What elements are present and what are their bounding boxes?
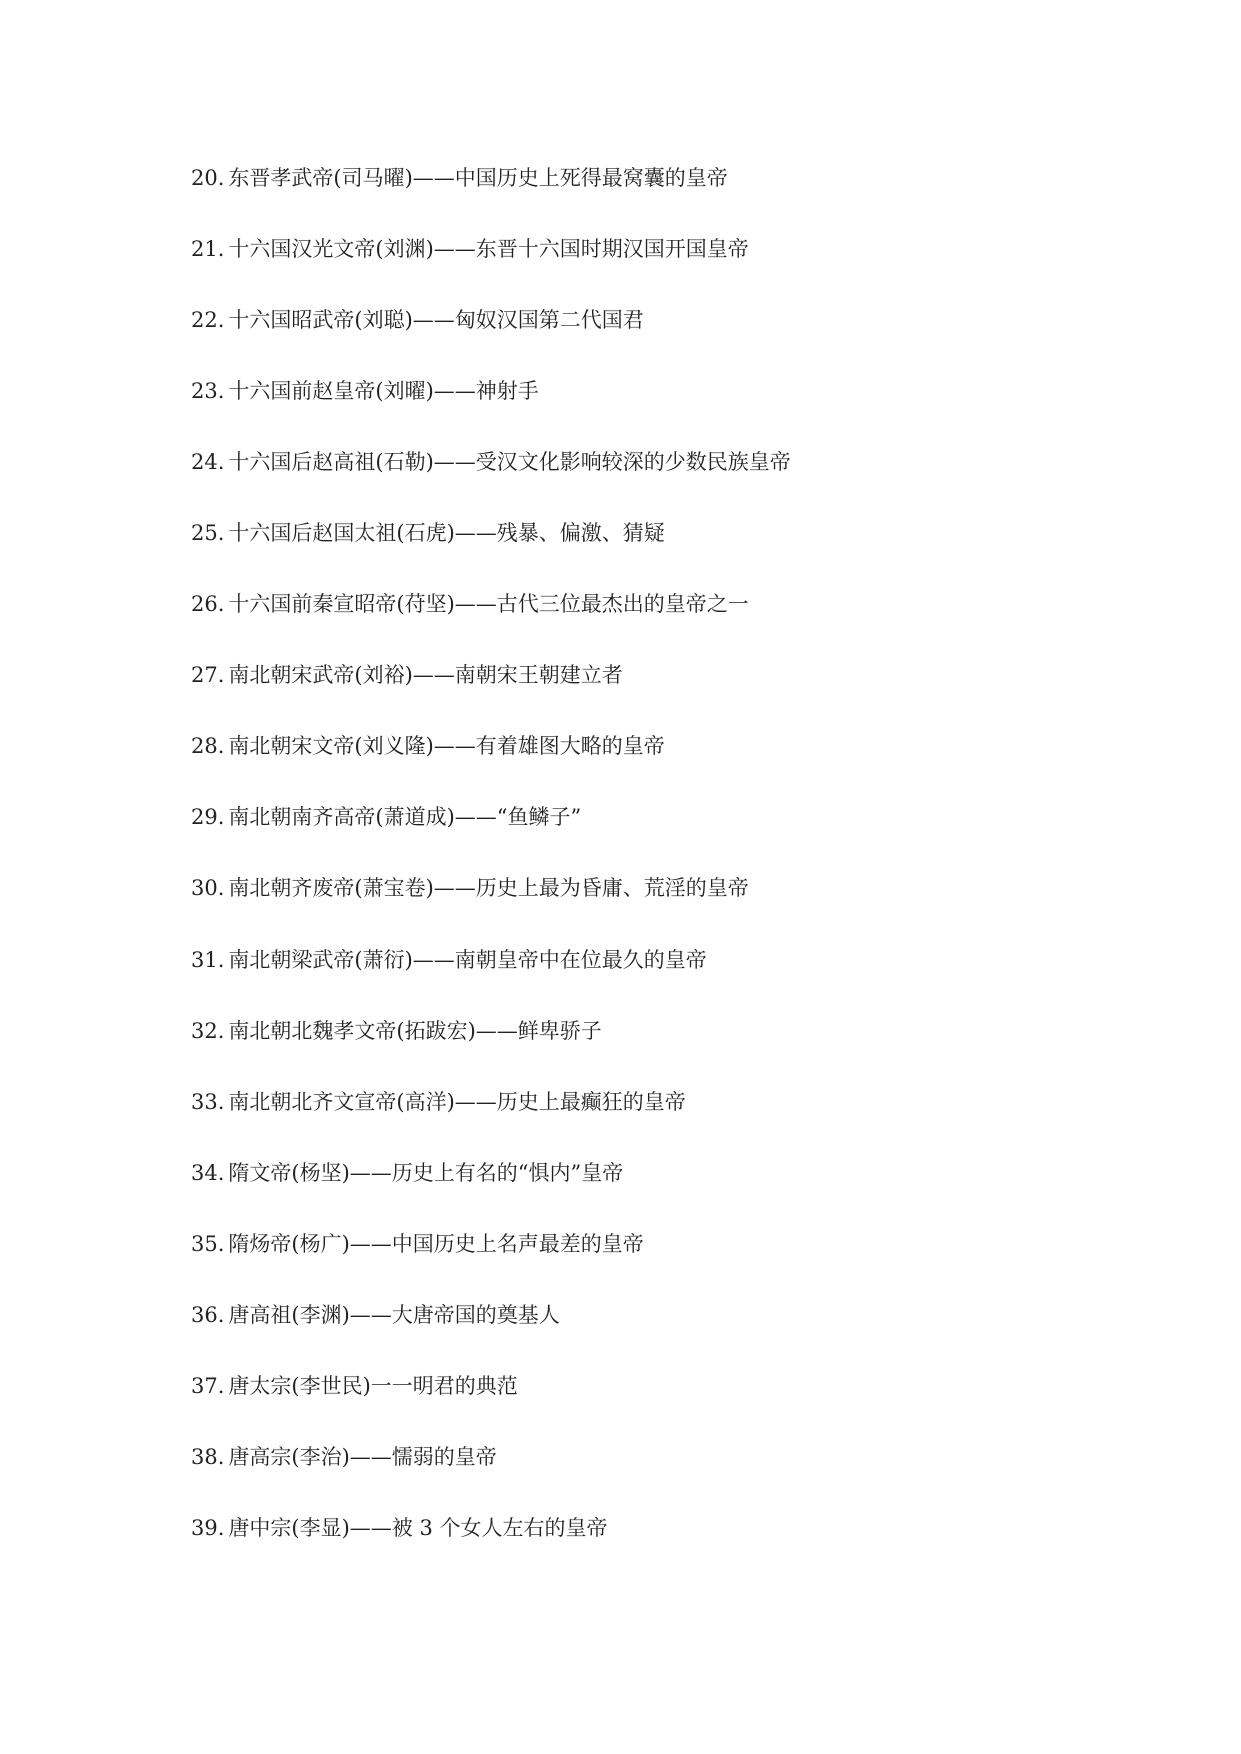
list-item: [191, 1153, 791, 1224]
item-text: 南北朝南齐高帝(萧道成)——“鱼鳞子”: [228, 805, 582, 830]
item-text: 南北朝北魏孝文帝(拓跋宏)——鲜卑骄子: [228, 1018, 602, 1043]
list-item: [191, 1366, 791, 1437]
item-number: 33.: [191, 1089, 225, 1114]
item-text: 十六国后赵国太祖(石虎)——残暴、偏激、猜疑: [228, 521, 665, 546]
item-text: 隋文帝(杨坚)——历史上有名的“惧内”皇帝: [228, 1160, 624, 1185]
item-text: 唐中宗(李显)——被 3 个女人左右的皇帝: [228, 1515, 608, 1540]
list-item: [191, 797, 791, 868]
item-number: 29.: [191, 805, 225, 830]
list-item: [191, 371, 791, 442]
list-item: [191, 1082, 791, 1153]
list-item: [191, 1224, 791, 1295]
list-item: [191, 584, 791, 655]
item-text: 十六国昭武帝(刘聪)——匈奴汉国第二代国君: [228, 308, 644, 333]
item-number: 23.: [191, 379, 225, 404]
item-number: 39.: [191, 1515, 225, 1540]
list-item: [191, 300, 791, 371]
item-number: 37.: [191, 1373, 225, 1398]
item-text: 东晋孝武帝(司马曜)——中国历史上死得最窝囊的皇帝: [228, 166, 728, 190]
item-text: 唐高宗(李治)——懦弱的皇帝: [228, 1444, 497, 1469]
list-item: [191, 868, 791, 939]
item-number: 20.: [191, 166, 225, 190]
item-text: 十六国前秦宣昭帝(苻坚)——古代三位最杰出的皇帝之一: [228, 592, 749, 617]
item-number: 35.: [191, 1231, 225, 1256]
item-number: 36.: [191, 1302, 225, 1327]
emperor-list: [191, 158, 791, 1579]
list-item: [191, 1011, 791, 1082]
list-item: [191, 442, 791, 513]
list-item: [191, 158, 791, 229]
list-item: [191, 1295, 791, 1366]
item-number: 24.: [191, 450, 225, 475]
item-text: 南北朝宋文帝(刘义隆)——有着雄图大略的皇帝: [228, 734, 665, 759]
item-text: 唐太宗(李世民)一一明君的典范: [228, 1373, 518, 1398]
item-number: 22.: [191, 308, 225, 333]
list-item: [191, 940, 791, 1011]
item-number: 31.: [191, 947, 225, 972]
item-text: 南北朝北齐文宣帝(高洋)——历史上最癫狂的皇帝: [228, 1089, 686, 1114]
item-number: 28.: [191, 734, 225, 759]
item-text: 南北朝宋武帝(刘裕)——南朝宋王朝建立者: [228, 663, 623, 688]
item-text: 南北朝齐废帝(萧宝卷)——历史上最为昏庸、荒淫的皇帝: [228, 876, 749, 901]
item-number: 32.: [191, 1018, 225, 1043]
list-item: [191, 1508, 791, 1579]
item-number: 38.: [191, 1444, 225, 1469]
list-item: [191, 1437, 791, 1508]
list-item: [191, 229, 791, 300]
item-number: 30.: [191, 876, 225, 901]
list-item: [191, 726, 791, 797]
item-number: 34.: [191, 1160, 225, 1185]
item-number: 27.: [191, 663, 225, 688]
item-number: 26.: [191, 592, 225, 617]
list-item: [191, 655, 791, 726]
item-text: 十六国汉光文帝(刘渊)——东晋十六国时期汉国开国皇帝: [228, 237, 749, 262]
item-text: 隋炀帝(杨广)——中国历史上名声最差的皇帝: [228, 1231, 644, 1256]
item-text: 十六国后赵高祖(石勒)——受汉文化影响较深的少数民族皇帝: [228, 450, 791, 475]
list-item: [191, 513, 791, 584]
item-number: 25.: [191, 521, 225, 546]
item-text: 南北朝梁武帝(萧衍)——南朝皇帝中在位最久的皇帝: [228, 947, 707, 972]
item-text: 十六国前赵皇帝(刘曜)——神射手: [228, 379, 539, 404]
item-text: 唐高祖(李渊)——大唐帝国的奠基人: [228, 1302, 560, 1327]
item-number: 21.: [191, 237, 225, 262]
